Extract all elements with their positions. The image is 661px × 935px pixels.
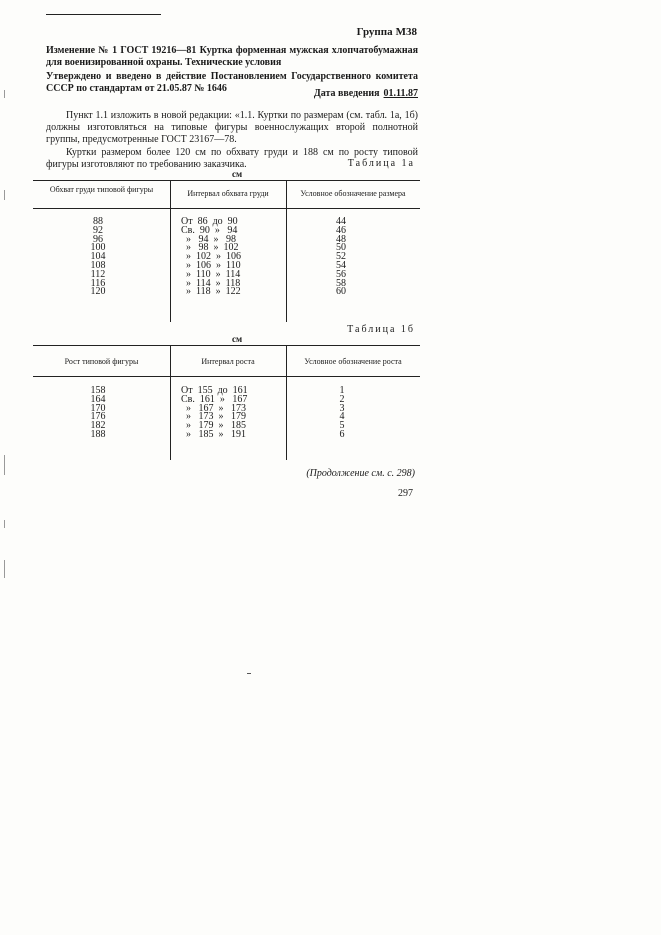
margin-mark — [4, 90, 5, 98]
table-cell: 56 — [336, 268, 346, 280]
table-cell: » 114 » 118 — [181, 277, 241, 289]
margin-mark — [4, 455, 5, 475]
table-1b-top-rule — [33, 345, 420, 346]
table-cell: 108 — [90, 259, 106, 271]
table-cell: Св. 90 » 94 — [181, 224, 238, 236]
date-label: Дата введения — [313, 88, 380, 99]
table-1b-col-code — [322, 387, 362, 440]
table-1a-unit: см — [232, 169, 243, 179]
table-1b-header-rule — [33, 376, 420, 377]
table-1a-col-divider-1 — [170, 180, 171, 322]
group-label-text: Группа — [356, 26, 393, 38]
table-cell: 158 — [90, 385, 106, 396]
table-cell: 54 — [336, 259, 346, 271]
table-cell: » 118 » 122 — [181, 286, 241, 298]
paragraph-2: Куртки размером более 120 см по обхвату груди и 188 см по росту типовой фигуры изготовляют по требованию заказчика. — [46, 147, 418, 170]
table-cell: 88 — [93, 216, 103, 227]
table-1b-unit: см — [232, 334, 243, 344]
table-1a — [33, 180, 420, 325]
table-1a-header-interval: Интервал обхвата груди — [187, 189, 269, 198]
approval-text: Утверждено и введено в действие Постановлением Государственного комитета СССР по стандартам от 21.05.87 № 1646 — [46, 71, 418, 94]
margin-mark — [4, 520, 5, 528]
table-cell: » 102 » 106 — [181, 251, 241, 263]
table-cell: 6 — [339, 428, 345, 440]
scan-speck — [247, 673, 251, 674]
table-cell: » 98 » 102 — [181, 242, 239, 254]
continuation-note: (Продолжение см. с. 298) — [306, 468, 415, 479]
table-cell: 92 — [93, 224, 103, 236]
table-cell: 46 — [336, 224, 346, 236]
table-cell: » 167 » 173 — [181, 402, 246, 414]
table-cell: 104 — [90, 251, 106, 263]
table-1b-header-code: Условное обозначение роста — [304, 357, 402, 366]
group-label — [354, 26, 417, 38]
table-cell: » 173 » 179 — [181, 411, 246, 423]
margin-mark — [4, 190, 5, 200]
table-cell: 176 — [90, 411, 106, 423]
change-title: Изменение № 1 ГОСТ 19216—81 Куртка форменная мужская хлопчатобумажная для военизированной охраны. Технические условия — [46, 45, 418, 68]
table-cell: 58 — [336, 277, 346, 289]
table-cell: 112 — [90, 268, 106, 280]
table-1b-title: Таблица 1б — [347, 324, 415, 335]
table-cell: 3 — [339, 402, 345, 414]
table-cell: От 86 до 90 — [181, 216, 238, 227]
paragraph-1: Пункт 1.1 изложить в новой редакции: «1.1. Куртки по размерам (см. табл. 1а, 1б) должны изготовляться на типовые фигуры военнослужащих второй полнотной группы, предусмотренные ГОСТ 23167—78. — [46, 110, 418, 145]
table-1b-col-interval — [181, 387, 286, 440]
table-cell: 182 — [90, 420, 106, 432]
page-number: 297 — [398, 488, 413, 499]
table-cell: » 185 » 191 — [181, 428, 246, 440]
table-cell: 2 — [339, 393, 345, 405]
table-1b-header-interval: Интервал роста — [201, 357, 255, 366]
table-1a-col-divider-2 — [286, 180, 287, 322]
table-cell: 4 — [339, 411, 345, 423]
table-cell: 5 — [339, 420, 345, 432]
table-cell: » 106 » 110 — [181, 259, 241, 271]
table-1a-top-rule — [33, 180, 420, 181]
table-cell: 96 — [93, 233, 103, 245]
table-1a-col-size — [321, 218, 361, 297]
table-1b-header-height: Рост типовой фигуры — [64, 357, 139, 366]
table-cell: » 94 » 98 — [181, 233, 236, 245]
table-cell: 60 — [336, 286, 346, 298]
table-1b-col-height — [73, 387, 123, 440]
table-1a-header-rule — [33, 208, 420, 209]
table-1a-header-chest: Обхват груди типовой фигуры — [49, 185, 154, 194]
group-code: М38 — [395, 26, 417, 38]
top-rule — [46, 14, 161, 15]
table-1a-col-chest — [73, 218, 123, 297]
date-value: 01.11.87 — [383, 88, 418, 99]
table-cell: От 155 до 161 — [181, 385, 248, 396]
margin-mark — [4, 560, 5, 578]
table-cell: » 179 » 185 — [181, 420, 246, 432]
table-cell: 164 — [90, 393, 106, 405]
table-cell: 100 — [90, 242, 106, 254]
table-cell: 48 — [336, 233, 346, 245]
table-1a-header-size: Условное обозначение размера — [300, 189, 406, 198]
table-cell: 44 — [336, 216, 346, 227]
table-1a-title: Таблица 1а — [347, 158, 415, 169]
table-1a-col-interval — [181, 218, 281, 297]
table-cell: Св. 161 » 167 — [181, 393, 248, 405]
table-cell: 52 — [336, 251, 346, 263]
introduction-date — [314, 88, 418, 99]
table-cell: 188 — [90, 428, 106, 440]
table-cell: 1 — [339, 385, 345, 396]
table-cell: » 110 » 114 — [181, 268, 241, 280]
table-cell: 116 — [90, 277, 106, 289]
table-cell: 170 — [90, 402, 106, 414]
table-1b — [33, 345, 420, 463]
table-cell: 50 — [336, 242, 346, 254]
table-cell: 120 — [90, 286, 106, 298]
